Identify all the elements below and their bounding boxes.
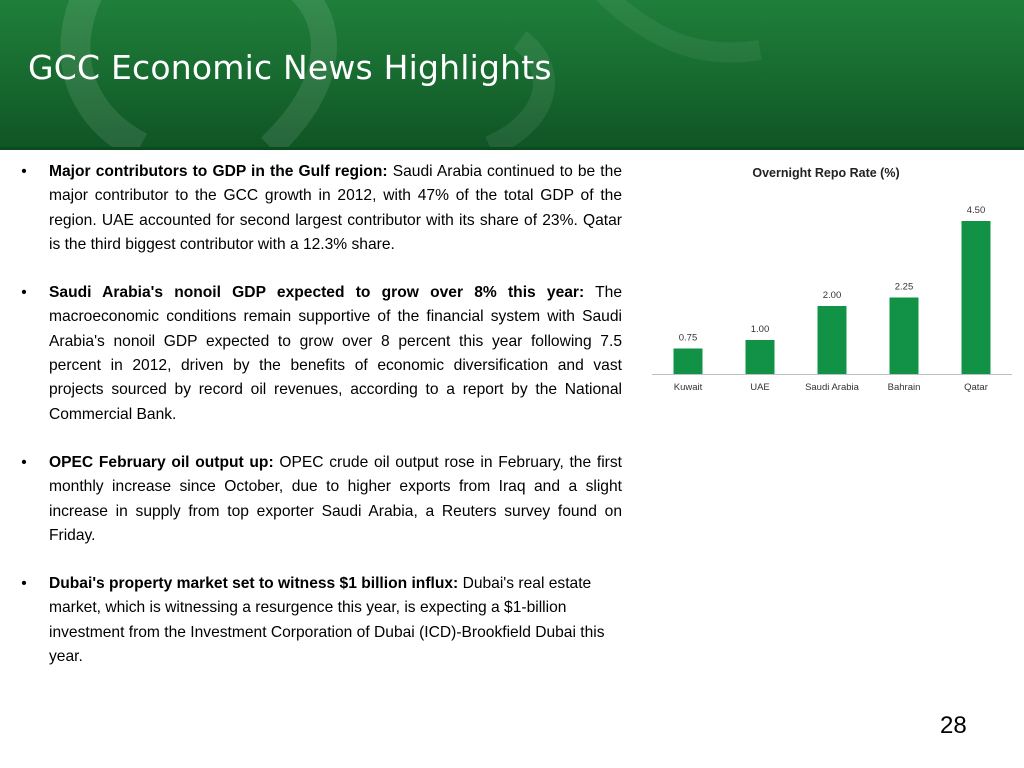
bar-qatar bbox=[962, 221, 991, 374]
bullet-dot: • bbox=[21, 575, 27, 593]
slide-title: GCC Economic News Highlights bbox=[28, 48, 552, 87]
data-label: 2.25 bbox=[894, 281, 914, 293]
bar-kuwait bbox=[674, 349, 703, 375]
bullet-text: OPEC crude oil output rose in February, the first monthly increase since October, due to higher exports from Iraq and a slight increase in supply from top exporter Saudi Arabia, a Reuters survey found on Friday. bbox=[49, 453, 622, 544]
data-label: 1.00 bbox=[750, 324, 770, 335]
bullet-dot: • bbox=[21, 163, 27, 180]
page-number: 28 bbox=[940, 712, 967, 739]
bullet-gdp-contributors bbox=[14, 160, 622, 257]
repo-rate-chart-svg bbox=[648, 158, 1020, 406]
bullet-heading: Dubai's property market set to witness $1 billion influx: bbox=[49, 575, 459, 593]
bar-bahrain bbox=[890, 298, 919, 375]
chart-title: Overnight Repo Rate (%) bbox=[752, 166, 900, 180]
repo-rate-chart bbox=[648, 158, 1020, 406]
category-label: Saudi Arabia bbox=[805, 382, 859, 393]
bar-saudi-arabia bbox=[818, 306, 847, 374]
category-label: Kuwait bbox=[673, 382, 703, 393]
bar-uae bbox=[746, 340, 775, 374]
bullet-text: The macroeconomic conditions remain supportive of the financial system with Saudi Arabia's nonoil GDP expected to grow over 8 percent this year following 7.5 percent in 2012, driven by the benefits of economic diversification and vast projects sourced by record oil revenues, according to a report by the National Commercial Bank. bbox=[49, 284, 622, 423]
bullet-heading: Major contributors to GDP in the Gulf region: bbox=[49, 163, 388, 180]
category-label: Qatar bbox=[964, 382, 988, 393]
data-label: 2.00 bbox=[822, 290, 842, 301]
category-label: Bahrain bbox=[887, 382, 921, 393]
bullet-dot: • bbox=[21, 453, 27, 471]
category-label: UAE bbox=[750, 382, 770, 393]
title-banner bbox=[0, 0, 1024, 147]
bullet-dubai-property bbox=[14, 572, 622, 669]
data-label: 4.50 bbox=[966, 205, 986, 216]
bullet-saudi-nonoil-gdp bbox=[14, 281, 622, 427]
bullet-heading: OPEC February oil output up: bbox=[49, 453, 274, 471]
data-label: 0.75 bbox=[678, 332, 698, 344]
bullet-list bbox=[14, 160, 622, 693]
bullet-dot: • bbox=[21, 284, 27, 302]
bullet-text: Saudi Arabia continued to be the major contributor to the GCC growth in 2012, with 47% of the total GDP of the region. UAE accounted for second largest contributor with its share of 23%. Qatar is the third biggest contributor with a 12.3% share. bbox=[49, 163, 622, 253]
bullet-opec-output bbox=[14, 451, 622, 548]
bullet-heading: Saudi Arabia's nonoil GDP expected to grow over 8% this year: bbox=[49, 284, 585, 302]
bullet-text: Dubai's real estate market, which is witnessing a resurgence this year, is expecting a $1-billion investment from the Investment Corporation of Dubai (ICD)-Brookfield Dubai this year. bbox=[49, 575, 605, 666]
banner-divider bbox=[0, 147, 1024, 150]
